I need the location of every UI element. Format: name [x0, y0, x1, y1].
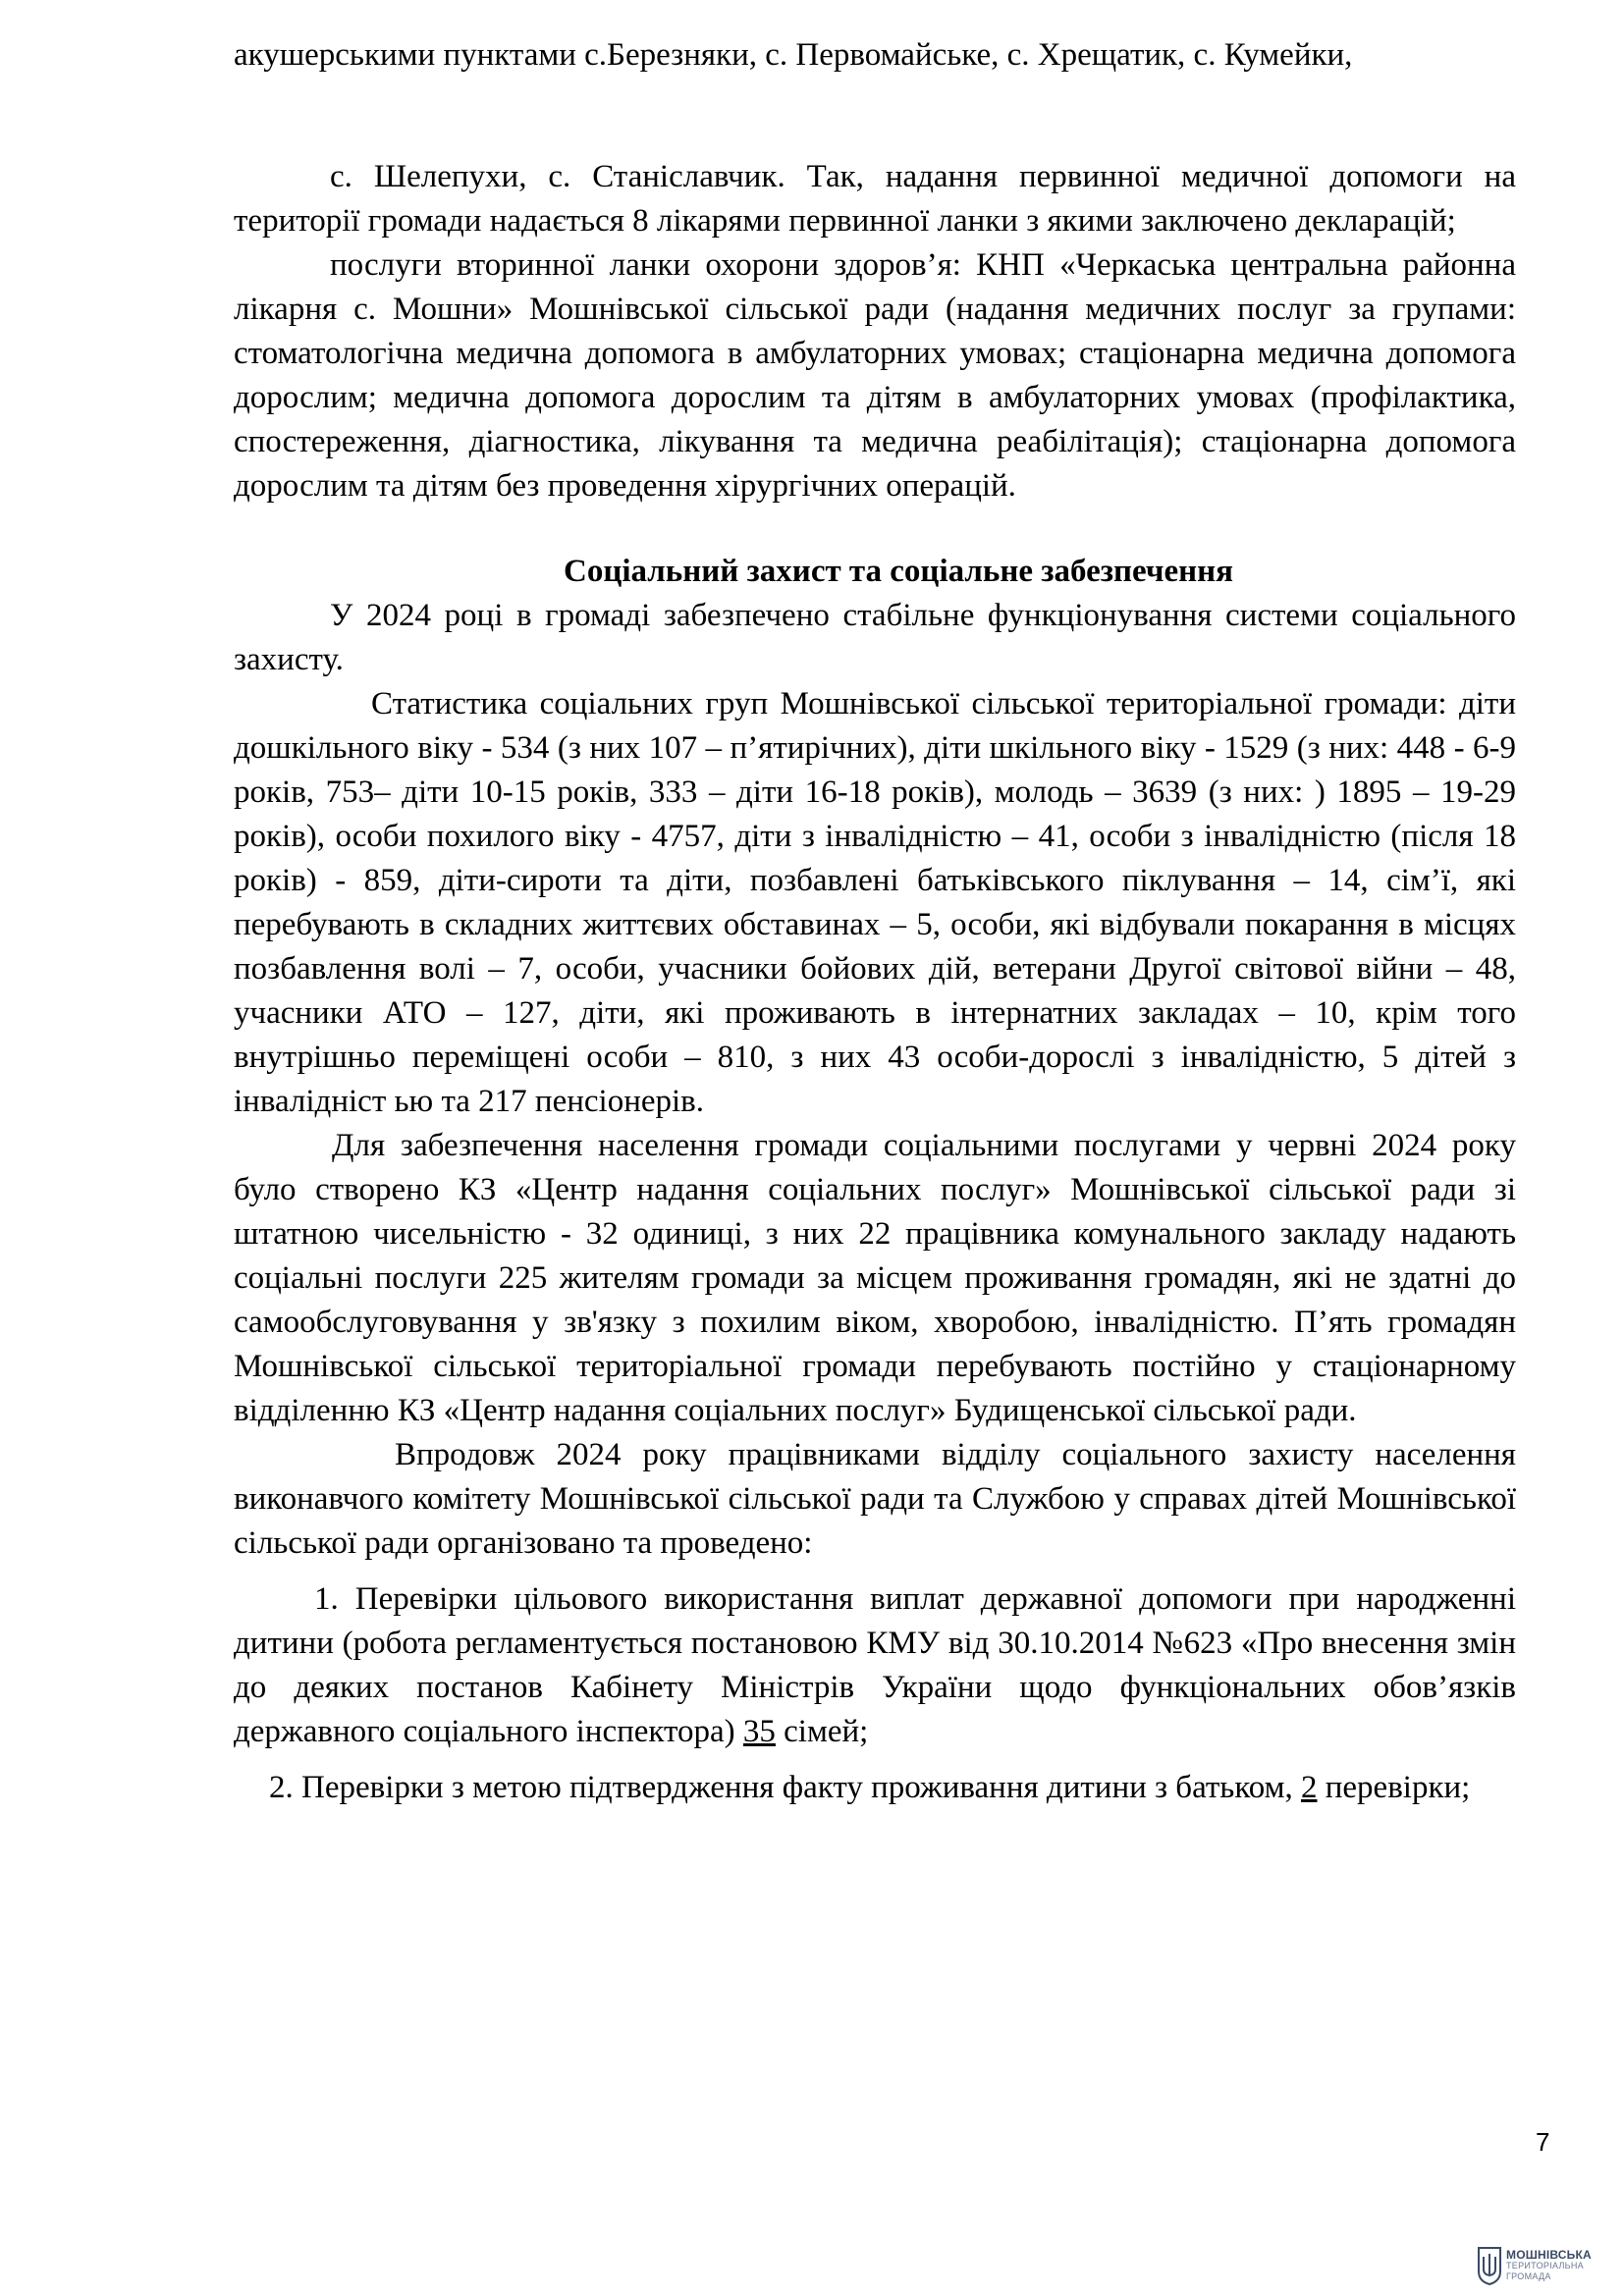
- paragraph-activities-intro: Впродовж 2024 року працівниками відділу соціального захисту населення виконавчого комітету Мошнівської сільської ради та Службою у справах дітей Мошнівської сільської ради організовано та проведено:: [234, 1437, 1516, 1561]
- list-item-unit: перевірки;: [1325, 1770, 1471, 1805]
- list-item-text: 1. Перевірки цільового використання виплат державної допомоги при народженні дитини (робота регламентується постановою КМУ від 30.10.2014 №623 «Про внесення змін до деяких постанов Кабінету Міністрів України щодо функціональних обов’язків державного соціального інспектора): [234, 1581, 1516, 1749]
- logo-line-2: ТЕРИТОРІАЛЬНА: [1506, 2260, 1584, 2270]
- logo-line-3: ГРОМАДА: [1506, 2270, 1551, 2281]
- section-heading: Соціальний захист та соціальне забезпечення: [563, 554, 1233, 589]
- list-item-text: 2. Перевірки з метою підтвердження факту проживання дитини з батьком,: [269, 1770, 1293, 1805]
- list-item-count: 2: [1300, 1770, 1318, 1805]
- logo-text: [1506, 2247, 1592, 2282]
- paragraph-medical-points: акушерськими пунктами с.Березняки, с. Первомайське, с. Хрещатик, с. Кумейки,: [234, 37, 1353, 73]
- list-item-unit: сімей;: [784, 1714, 869, 1749]
- paragraph-statistics: Статистика соціальних груп Мошнівської сільської територіальної громади: діти дошкільного віку - 534 (з них 107 – п’ятирічних), діти шкільного віку - 1529 (з них: 448 - 6-9 років, 753– діти 10-15 років, 333 – діти 16-18 років), молодь – 3639 (з них: ) 1895 – 19-29 років), особи похилого віку - 4757, діти з інвалідністю – 41, особи з інвалідністю (після 18 років) - 859, діти-сироти та діти, позбавлені батьківського піклування – 14, сім’ї, які перебувають в складних життєвих обставинах – 5, особи, які відбували покарання в місцях позбавлення волі – 7, особи, учасники бойових дій, ветерани Другої світової війни – 48, учасники АТО – 127, діти, які проживають в інтернатних закладах – 10, крім того внутрішньо переміщені особи – 810, з них 43 особи-дорослі з інвалідністю, 5 дітей з інвалідніст ью та 217 пенсіонерів.: [234, 686, 1516, 1119]
- page-number: 7: [1536, 2127, 1550, 2157]
- paragraph-stable-system: У 2024 році в громаді забезпечено стабільне функціонування системи соціального захисту.: [234, 598, 1516, 677]
- paragraph-secondary-care: послуги вторинної ланки охорони здоров’я: КНП «Черкаська центральна районна лікарня с. Мошни» Мошнівської сільської ради (надання медичних послуг за групами: стоматологічна медична допомога в амбулаторних умовах; стаціонарна медична допомога дорослим; медична допомога дорослим та дітям в амбулаторних умовах (профілактика, спостереження, діагностика, лікування та медична реабілітація); стаціонарна допомога дорослим та дітям без проведення хірургічних операцій.: [234, 247, 1516, 504]
- logo-line-1: МОШНІВСЬКА: [1506, 2247, 1592, 2262]
- community-logo: [1477, 2244, 1592, 2287]
- list-item-residence-checks: [234, 1766, 1516, 1810]
- trident-icon: [1477, 2246, 1502, 2285]
- paragraph-social-services-center: Для забезпечення населення громади соціальними послугами у червні 2024 року було створено КЗ «Центр надання соціальних послуг» Мошнівської сільської ради зі штатною чисельністю - 32 одиниці, з них 22 працівника комунального закладу надають соціальні послуги 225 жителям громади за місцем проживання громадян, які не здатні до самообслуговування у зв'язку з похилим віком, хворобою, інвалідністю. П’ять громадян Мошнівської сільської територіальної громади перебувають постійно у стаціонарному відділенню КЗ «Центр надання соціальних послуг» Будищенської сільської ради.: [234, 1128, 1516, 1428]
- list-item-birth-assistance-checks: [234, 1577, 1516, 1754]
- paragraph-primary-care: с. Шелепухи, с. Станіславчик. Так, надання первинної медичної допомоги на території громади надається 8 лікарями первинної ланки з якими заключено декларацій;: [234, 159, 1516, 239]
- list-item-count: 35: [742, 1714, 776, 1749]
- document-page: [234, 33, 1516, 1810]
